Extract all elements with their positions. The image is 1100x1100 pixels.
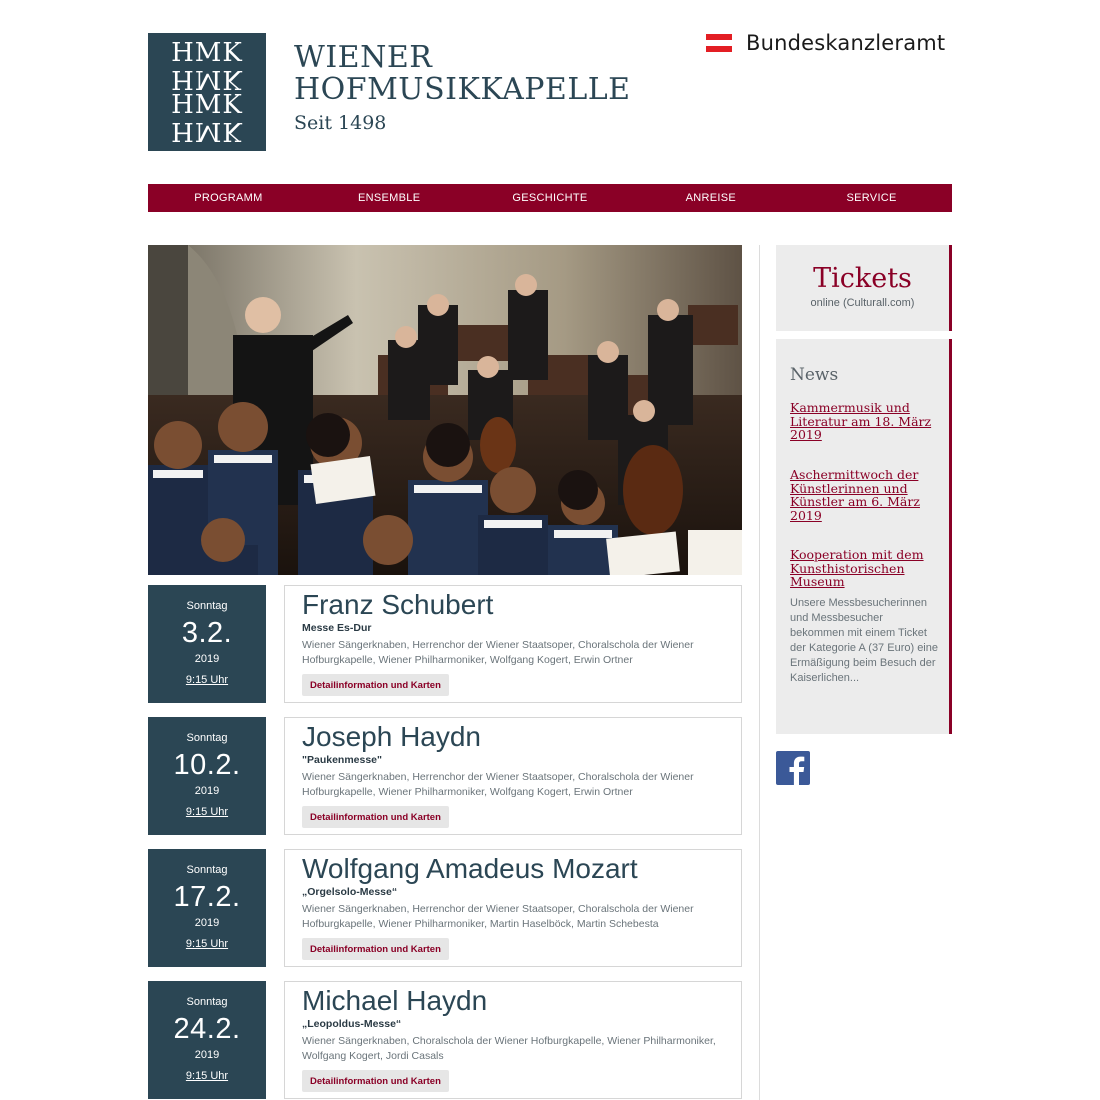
event-performers: Wiener Sängerknaben, Choralschola der Wiener Hofburgkapelle, Wiener Philharmoniker, Wolfgang Kogert, Jordi Casals (302, 1035, 716, 1062)
event-day: 17.2. (173, 881, 241, 913)
tickets-title: Tickets (813, 263, 912, 294)
event-composer: Franz Schubert (302, 589, 494, 620)
event-weekday: Sonntag (186, 864, 228, 876)
detail-tickets-button[interactable]: Detailinformation und Karten (302, 674, 449, 696)
event-year: 2019 (194, 1049, 220, 1061)
event-work: „Orgelsolo-Messe“ (302, 886, 398, 898)
event-day: 24.2. (173, 1013, 241, 1045)
detail-tickets-button[interactable]: Detailinformation und Karten (302, 938, 449, 960)
event-year: 2019 (194, 653, 220, 665)
bundeskanzleramt-label: Bundeskanzleramt (746, 31, 946, 55)
logo-line-2: HMK (171, 64, 243, 94)
detail-tickets-button[interactable]: Detailinformation und Karten (302, 806, 449, 828)
event-work: "Paukenmesse" (302, 754, 383, 766)
site-title-line1: WIENER (294, 40, 433, 75)
event-card (284, 981, 742, 1099)
news-title: News (790, 365, 839, 385)
event-date-box (148, 981, 266, 1099)
news-link[interactable]: Kooperation mit dem Kunsthistorischen Museum (790, 547, 924, 589)
news-excerpt: Unsere Messbesucherinnen und Messbesucher bekommen mit einem Ticket der Kategorie A (37 Euro) eine Ermäßigung beim Besuch der Kaiserlichen... (790, 597, 938, 684)
column-divider (759, 245, 760, 1100)
event-work: Messe Es-Dur (302, 622, 372, 634)
event-performers: Wiener Sängerknaben, Herrenchor der Wiener Staatsoper, Choralschola der Wiener Hofburgkapelle, Wiener Philharmoniker, Martin Haselböck, Martin Schebesta (302, 903, 694, 930)
nav-item-service[interactable]: SERVICE (846, 192, 897, 204)
event-year: 2019 (194, 917, 220, 929)
hero-image (148, 245, 742, 575)
tickets-box[interactable] (776, 245, 952, 331)
nav-item-geschichte[interactable]: GESCHICHTE (512, 192, 588, 204)
austria-flag-icon (706, 34, 732, 52)
detail-tickets-button[interactable]: Detailinformation und Karten (302, 1070, 449, 1092)
event-day: 10.2. (173, 749, 241, 781)
bundeskanzleramt-logo[interactable] (706, 31, 945, 55)
event-year: 2019 (194, 785, 220, 797)
event-time-link[interactable]: 9:15 Uhr (185, 938, 229, 950)
hmk-logo[interactable] (148, 33, 266, 151)
event-performers: Wiener Sängerknaben, Herrenchor der Wiener Staatsoper, Choralschola der Wiener Hofburgkapelle, Wiener Philharmoniker, Wolfgang Kogert, Erwin Ortner (302, 771, 694, 798)
event-card (284, 849, 742, 967)
site-title-line2: HOFMUSIKKAPELLE (294, 72, 631, 107)
tickets-subtitle: online (Culturall.com) (810, 297, 915, 309)
news-link[interactable]: Aschermittwoch der Künstlerinnen und Künstler am 6. März 2019 (790, 467, 920, 523)
site-title[interactable] (294, 42, 631, 138)
event-time-link[interactable]: 9:15 Uhr (185, 806, 229, 818)
main-nav (148, 184, 952, 212)
event-composer: Joseph Haydn (302, 721, 482, 752)
event-time-link[interactable]: 9:15 Uhr (185, 1070, 229, 1082)
logo-line-1: HMK (171, 38, 243, 68)
event-weekday: Sonntag (186, 732, 228, 744)
event-date-box (148, 585, 266, 703)
site-tagline: Seit 1498 (294, 112, 387, 134)
event-date-box (148, 849, 266, 967)
logo-line-3: HMK (171, 90, 243, 120)
news-link[interactable]: Kammermusik und Literatur am 18. März 2019 (790, 400, 932, 442)
event-day: 3.2. (181, 617, 233, 649)
event-card (284, 585, 742, 703)
facebook-icon[interactable] (776, 751, 810, 785)
nav-item-ensemble[interactable]: ENSEMBLE (358, 192, 421, 204)
event-card (284, 717, 742, 835)
event-performers: Wiener Sängerknaben, Herrenchor der Wiener Staatsoper, Choralschola der Wiener Hofburgkapelle, Wiener Philharmoniker, Wolfgang Kogert, Erwin Ortner (302, 639, 694, 666)
event-weekday: Sonntag (186, 996, 228, 1008)
event-work: „Leopoldus-Messe“ (302, 1018, 402, 1030)
event-time-link[interactable]: 9:15 Uhr (185, 674, 229, 686)
logo-line-4: HMK (171, 116, 243, 146)
nav-item-anreise[interactable]: ANREISE (685, 192, 736, 204)
event-composer: Michael Haydn (302, 985, 488, 1016)
event-date-box (148, 717, 266, 835)
news-panel (776, 339, 952, 734)
event-composer: Wolfgang Amadeus Mozart (302, 853, 638, 884)
event-weekday: Sonntag (186, 600, 228, 612)
nav-item-programm[interactable]: PROGRAMM (194, 192, 263, 204)
